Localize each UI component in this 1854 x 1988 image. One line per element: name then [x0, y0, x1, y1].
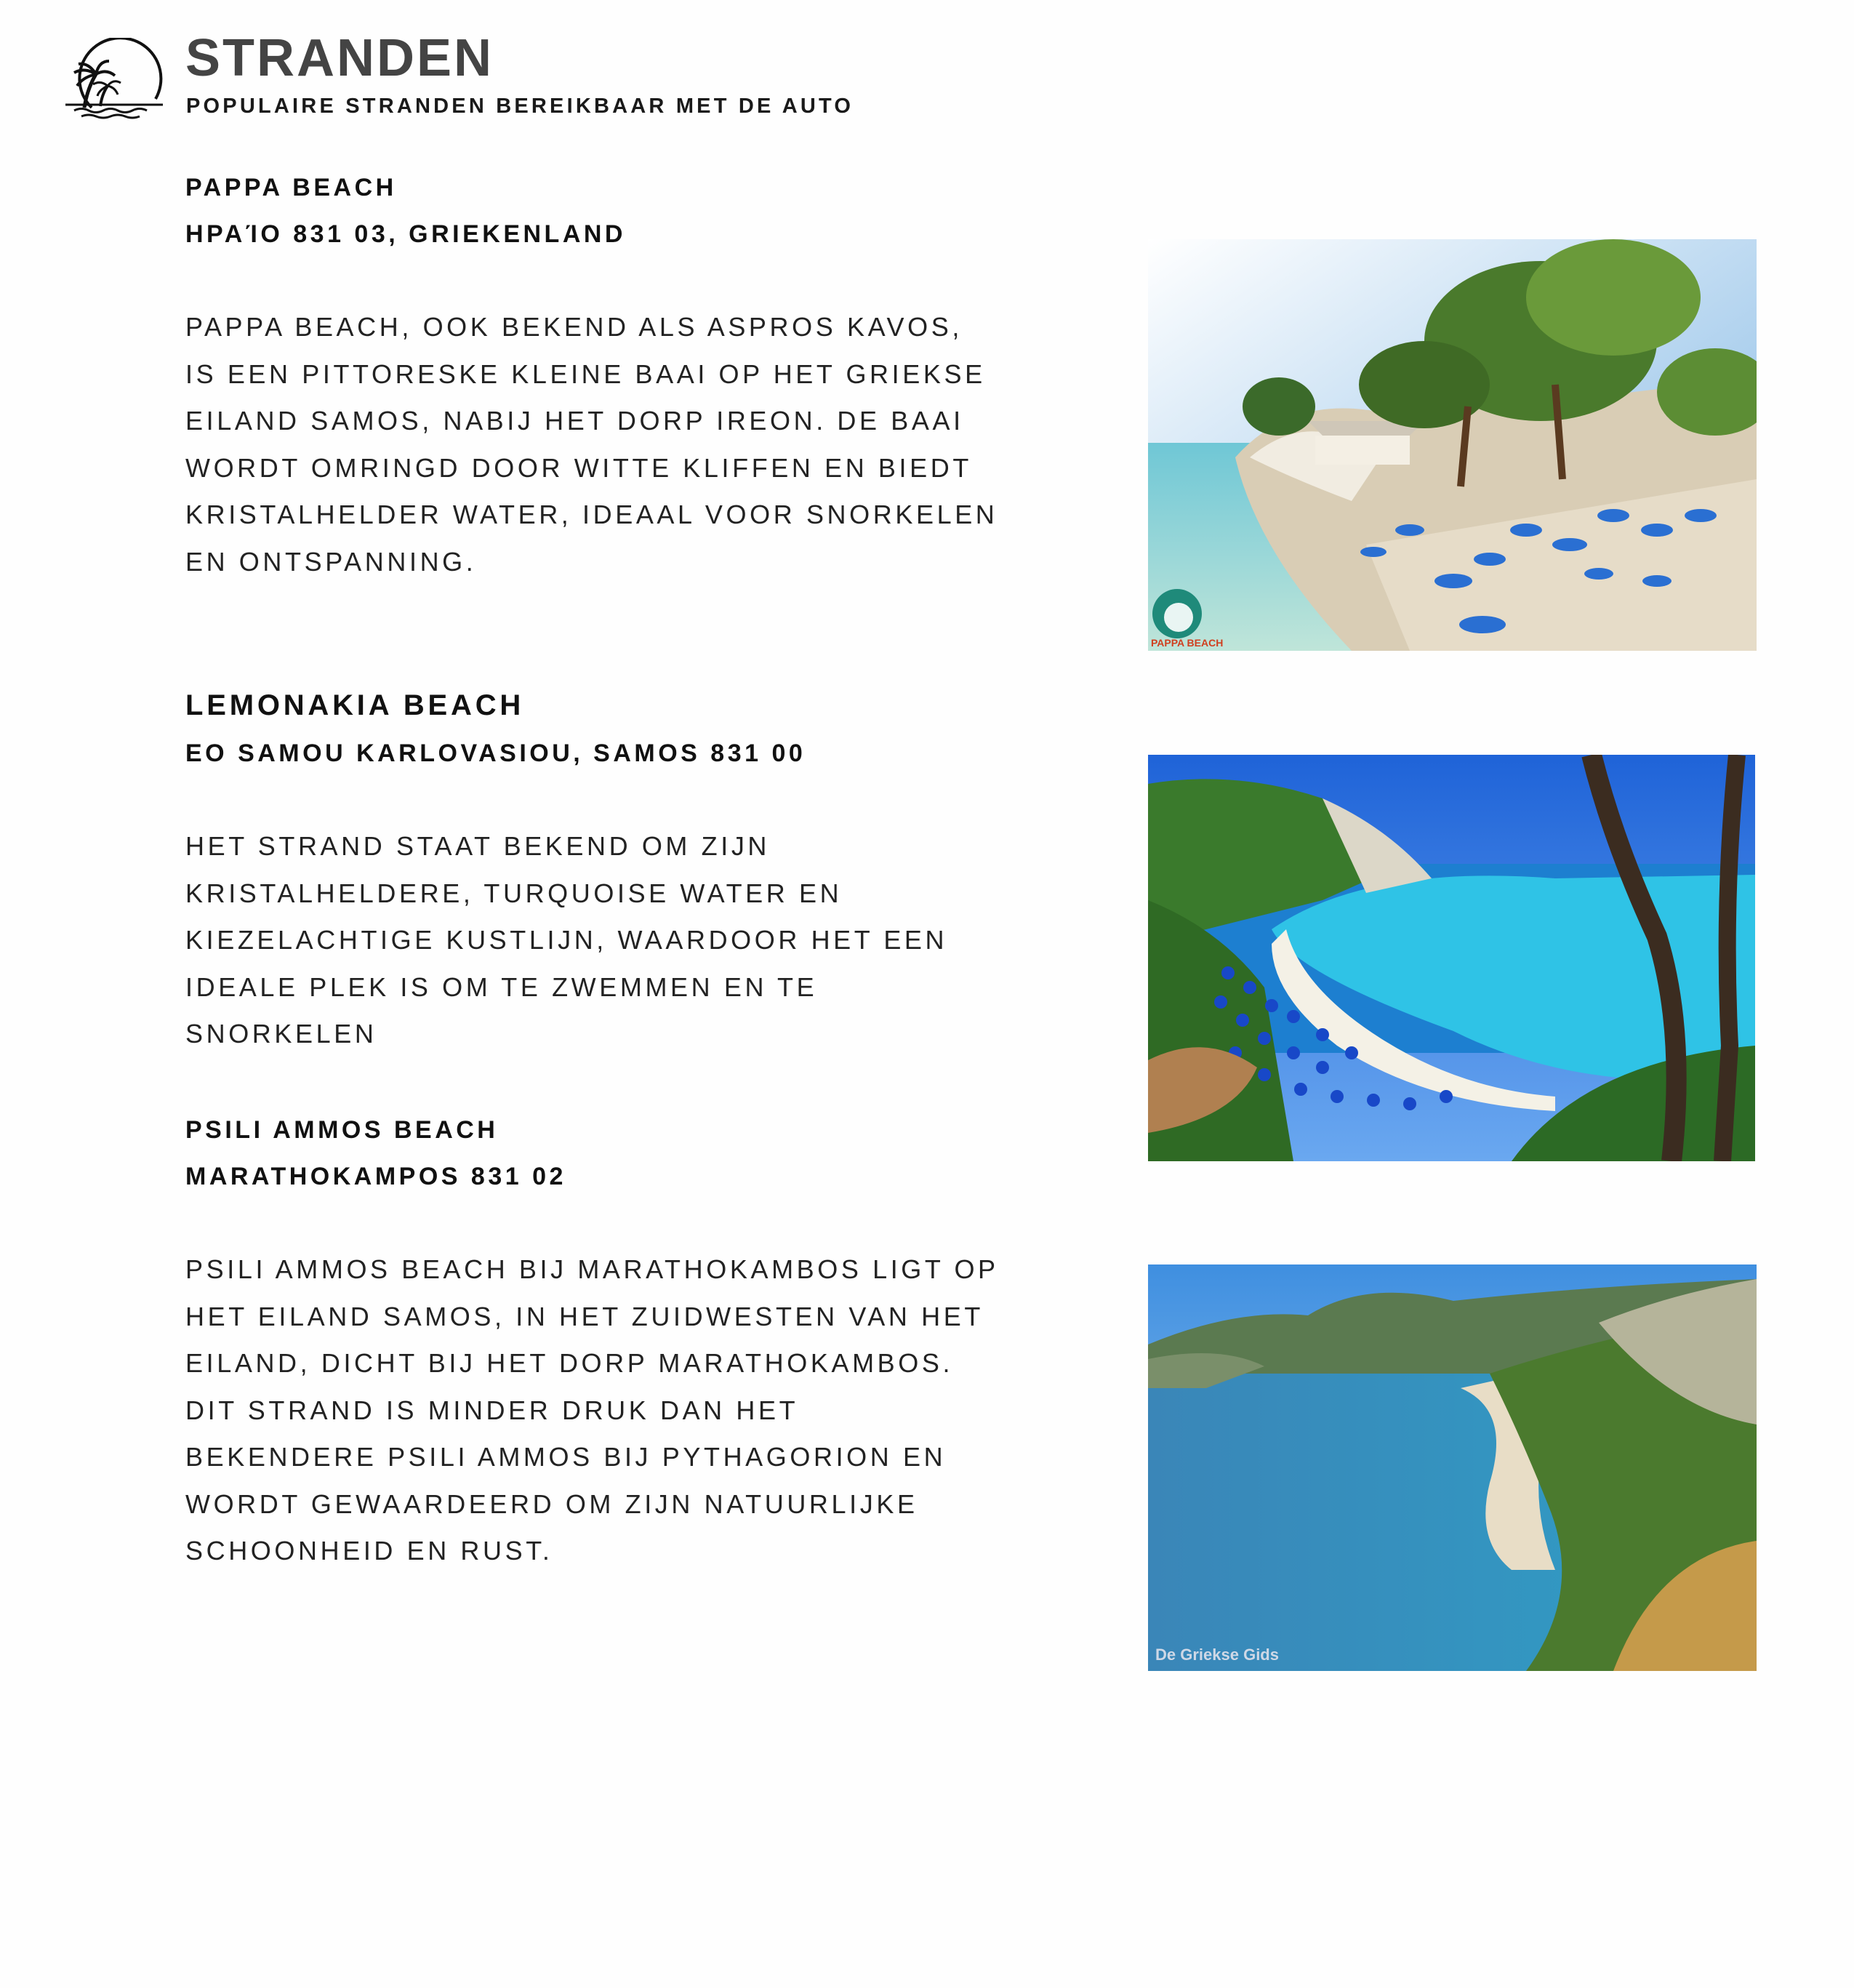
page-subtitle: POPULAIRE STRANDEN BEREIKBAAR MET DE AUTO — [186, 95, 854, 118]
beach-photo-pappa — [1148, 239, 1757, 651]
beach-description: PSILI AMMOS BEACH BIJ MARATHOKAMBOS LIGT OP HET EILAND SAMOS, IN HET ZUIDWESTEN VAN HET EILAND, DICHT BIJ HET DORP MARATHOKAMBOS. DIT STRAND IS MINDER DRUK DAN HET BEKENDERE PSILI AMMOS BIJ PYTHAGORION EN WORDT GEWAARDEERD OM ZIJN NATUURLIJKE SCHOONHEID EN RUST. — [185, 1254, 999, 1566]
palm-sunset-icon — [63, 38, 164, 119]
beach-name: PSILI AMMOS BEACH — [185, 1116, 499, 1144]
beach-description: PAPPA BEACH, OOK BEKEND ALS ASPROS KAVOS, IS EEN PITTORESKE KLEINE BAAI OP HET GRIEKSE EILAND SAMOS, NABIJ HET DORP IREON. DE BAAI WORDT OMRINGD DOOR WITTE KLIFFEN EN BIEDT KRISTALHELDER WATER, IDEAAL VOOR SNORKELEN EN ONTSPANNING. — [185, 312, 998, 577]
beach-address: EO SAMOU KARLOVASIOU, SAMOS 831 00 — [185, 740, 806, 767]
beach-name: PAPPA BEACH — [185, 174, 397, 201]
beach-name: LEMONAKIA BEACH — [185, 689, 525, 721]
beach-description: HET STRAND STAAT BEKEND OM ZIJN KRISTALHELDERE, TURQUOISE WATER EN KIEZELACHTIGE KUSTLIJN, WAARDOOR HET EEN IDEALE PLEK IS OM TE ZWEMMEN EN TE SNORKELEN — [185, 831, 948, 1049]
photo-watermark: De Griekse Gids — [1155, 1646, 1279, 1664]
beach-photo-lemonakia — [1148, 755, 1755, 1161]
beach-entry-lemonakia — [185, 681, 1000, 1058]
beach-address: MARATHOKAMPOS 831 02 — [185, 1163, 566, 1190]
beach-entry-pappa — [185, 164, 1000, 585]
beach-entry-psili-ammos — [185, 1107, 1000, 1575]
beach-address: ΗΡΑΊΟ 831 03, GRIEKENLAND — [185, 220, 626, 248]
beach-photo-psili-ammos — [1148, 1264, 1757, 1671]
page-title: STRANDEN — [185, 29, 494, 87]
photo-watermark: PAPPA BEACH — [1151, 637, 1224, 649]
